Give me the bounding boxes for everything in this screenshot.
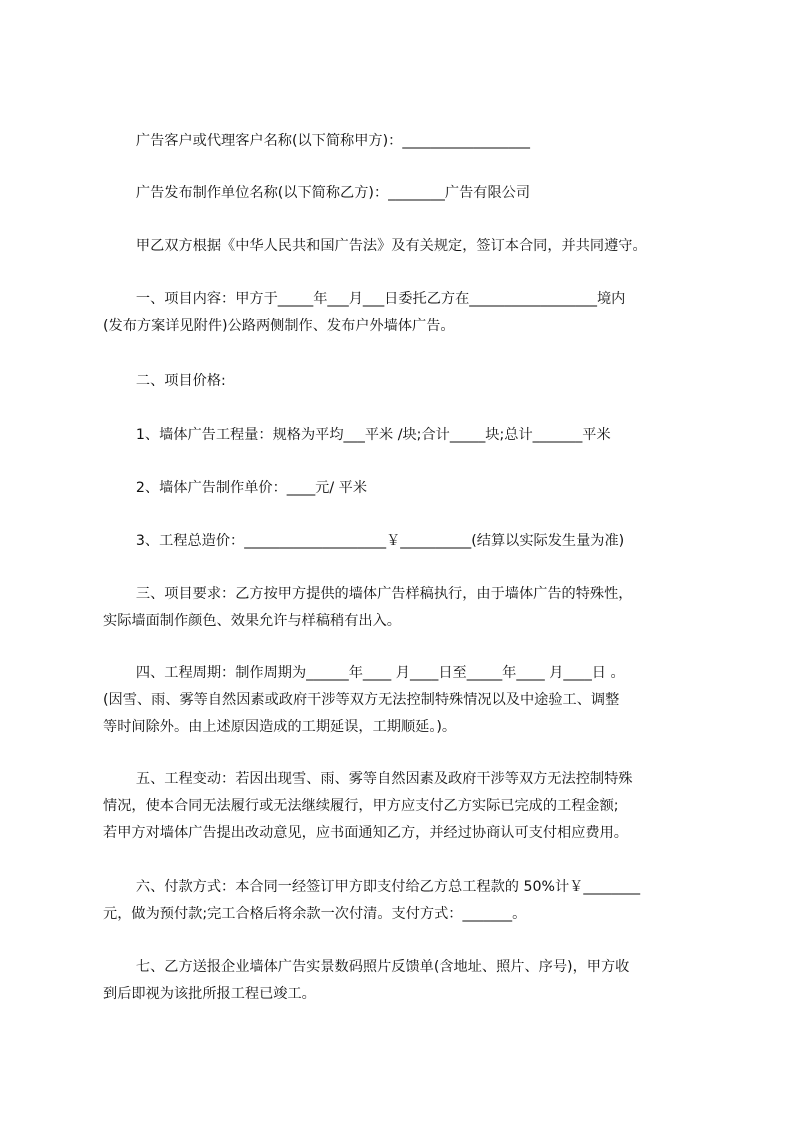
paragraph-line: 3、工程总造价：____________________￥__________(结算以实际发生量为准)	[103, 533, 625, 549]
paragraph-line: 四、工程周期：制作周期为______年____ 月____日至_____年____ 月____日 。	[103, 665, 625, 681]
party-a-name-line	[103, 128, 708, 155]
clause-6-payment-method	[103, 874, 708, 928]
paragraph-line: 二、项目价格:	[103, 373, 226, 389]
paragraph-line: 三、项目要求：乙方按甲方提供的墙体广告样稿执行，由于墙体广告的特殊性，	[103, 586, 633, 602]
paragraph-line: 广告客户或代理客户名称(以下简称甲方)：__________________	[103, 133, 531, 149]
paragraph-line: 到后即视为该批所报工程已竣工。	[103, 986, 316, 1002]
clause-1-project-content	[103, 286, 708, 340]
paragraph-line: 情况，使本合同无法履行或无法继续履行，甲方应支付乙方实际已完成的工程金额;	[103, 798, 619, 814]
clause-2-item-2	[103, 475, 708, 502]
clause-2-item-3	[103, 528, 708, 555]
paragraph-line: 若甲方对墙体广告提出改动意见，应书面通知乙方，并经过协商认可支付相应费用。	[103, 825, 628, 841]
clause-4-project-period	[103, 660, 708, 741]
paragraph-line: 等时间除外。由上述原因造成的工期延误，工期顺延。)。	[103, 719, 457, 735]
paragraph-line: 五、工程变动：若因出现雪、雨、雾等自然因素及政府干涉等双方无法控制特殊	[103, 771, 633, 787]
clause-7-completion-feedback	[103, 954, 708, 1008]
paragraph-line: 元，做为预付款;完工合格后将余款一次付清。支付方式：_______。	[103, 906, 527, 922]
paragraph-line: 实际墙面制作颜色、效果允许与样稿稍有出入。	[103, 613, 401, 629]
paragraph-line: 1、墙体广告工程量：规格为平均___平米 /块;合计_____块;总计_______平米	[103, 427, 611, 443]
paragraph-line: 广告发布制作单位名称(以下简称乙方)：________广告有限公司	[103, 185, 531, 201]
paragraph-line: (因雪、雨、雾等自然因素或政府干涉等双方无法控制特殊情况以及中途验工、调整	[103, 692, 620, 708]
clause-2-item-1	[103, 422, 708, 449]
paragraph-line: 六、付款方式：本合同一经签订甲方即支付给乙方总工程款的 50%计￥________	[103, 879, 641, 895]
paragraph-line: 七、乙方送报企业墙体广告实景数码照片反馈单(含地址、照片、序号)，甲方收	[103, 959, 630, 975]
clause-2-project-price	[103, 368, 708, 395]
paragraph-line: 甲乙双方根据《中华人民共和国广告法》及有关规定，签订本合同，并共同遵守。	[103, 238, 647, 254]
paragraph-line: 2、墙体广告制作单价：____元/ 平米	[103, 480, 368, 496]
clause-3-project-requirements	[103, 581, 708, 635]
paragraph-line: 一、项目内容：甲方于_____年___月___日委托乙方在__________________境内	[103, 291, 626, 307]
preamble-paragraph	[103, 233, 708, 260]
party-b-name-line	[103, 180, 708, 207]
paragraph-line: (发布方案详见附件)公路两侧制作、发布户外墙体广告。	[103, 318, 455, 334]
clause-5-project-changes	[103, 766, 708, 847]
